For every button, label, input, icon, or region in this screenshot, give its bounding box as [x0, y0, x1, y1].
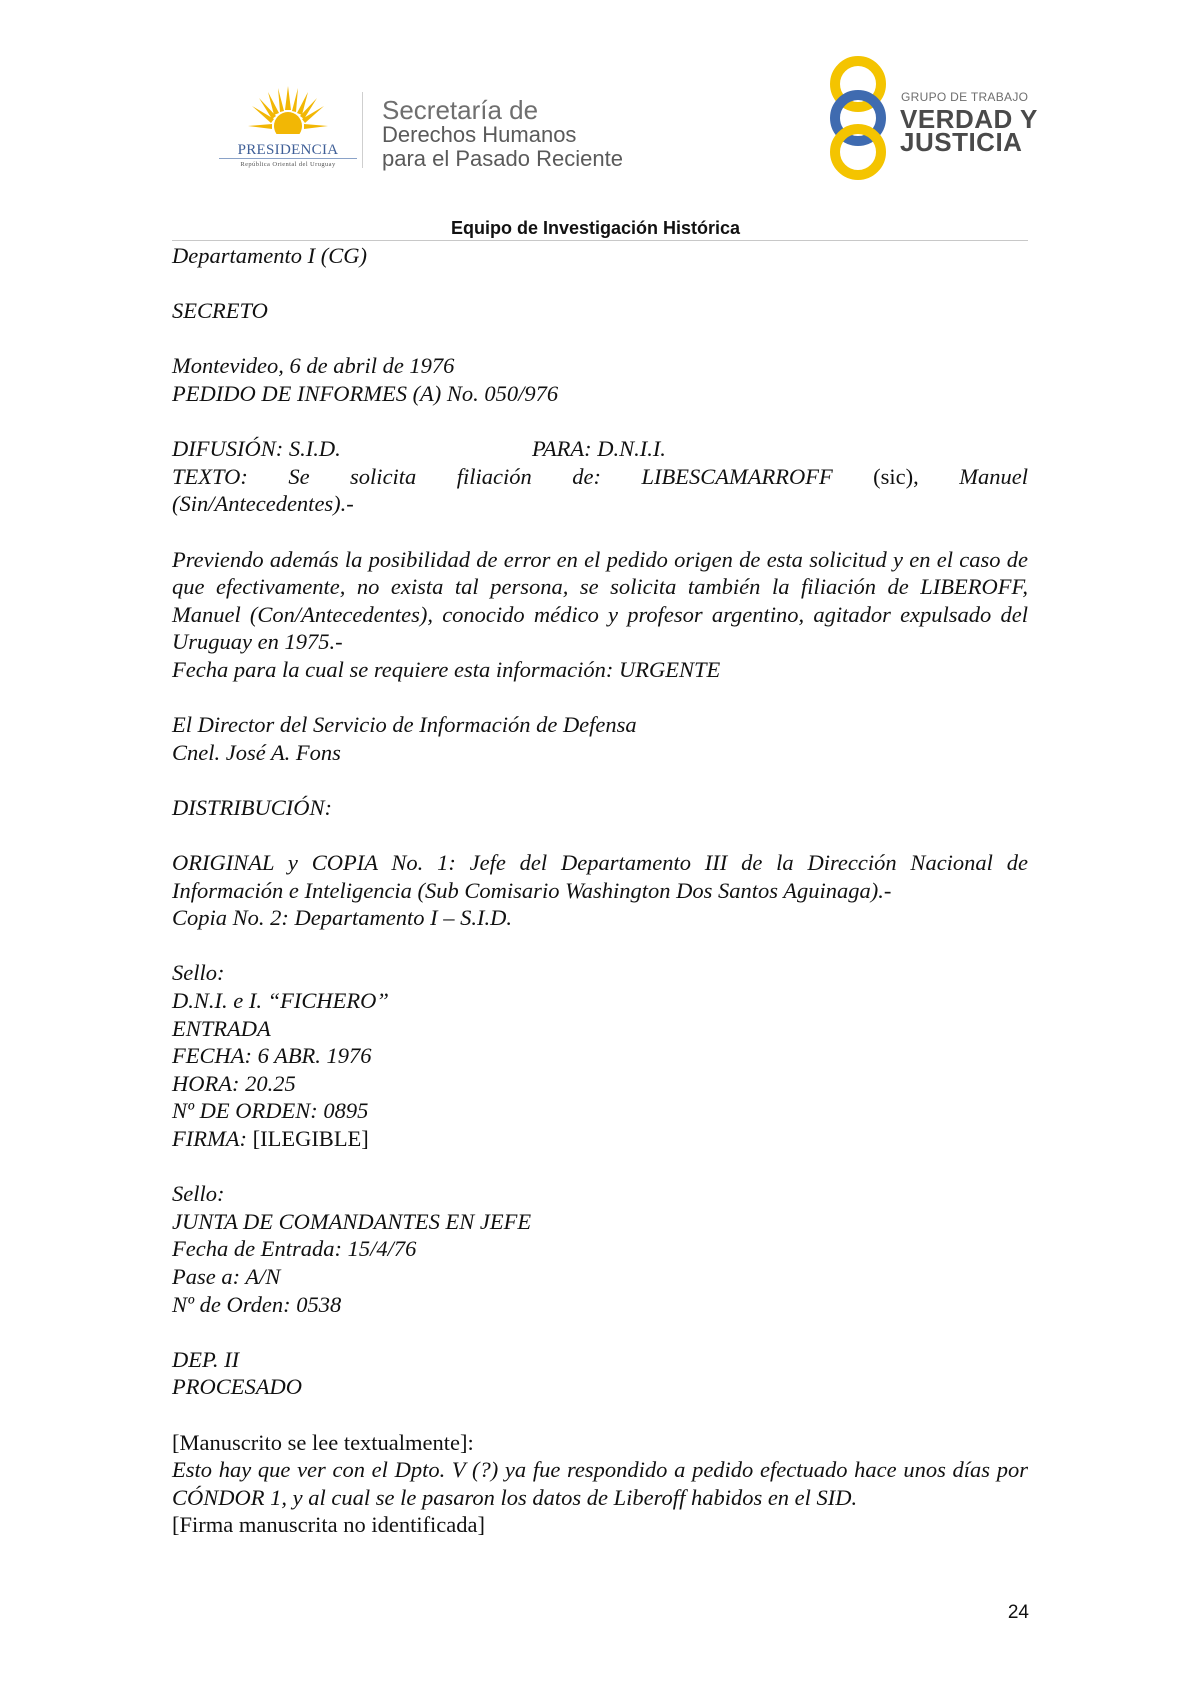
stamp-1-line-3: FECHA: 6 ABR. 1976	[172, 1043, 372, 1069]
pedido-line: PEDIDO DE INFORMES (A) No. 050/976	[172, 380, 559, 406]
classification-line: SECRETO	[172, 298, 268, 324]
secretaria-line-1: Secretaría de	[382, 95, 539, 125]
texto-antecedentes: (Sin/Antecedentes).-	[172, 491, 354, 517]
difusion-text: DIFUSIÓN: S.I.D.	[172, 436, 341, 462]
stamp-2-line-1: JUNTA DE COMANDANTES EN JEFE	[172, 1208, 532, 1234]
stamp-1-line-5: Nº DE ORDEN: 0895	[172, 1098, 369, 1124]
page-number: 24	[1007, 1602, 1029, 1623]
stamp-1-label: Sello:	[172, 960, 225, 986]
secretaria-line-3: para el Pasado Reciente	[382, 146, 623, 171]
signatory-line: Cnel. José A. Fons	[172, 739, 341, 765]
texto-line	[172, 463, 1028, 491]
stamp-1-line-1: D.N.I. e I. “FICHERO”	[172, 988, 389, 1014]
texto-main: TEXTO: Se solicita filiación de: LIBESCAMARROFF	[172, 463, 833, 489]
manuscrito-label: [Manuscrito se lee textualmente]:	[172, 1429, 474, 1455]
verdad-justicia-rings-icon	[822, 56, 894, 180]
stamp-1-line-4: HORA: 20.25	[172, 1070, 296, 1096]
firma-value: [ILEGIBLE]	[252, 1126, 369, 1151]
fecha-requerida-line: Fecha para la cual se requiere esta información: URGENTE	[172, 656, 721, 682]
distribution-original: ORIGINAL y COPIA No. 1: Jefe del Departamento III de la Dirección Nacional de Información e Inteligencia (Sub Comisario Washington Dos Santos Aguinaga).-	[172, 850, 1028, 903]
distribucion-heading: DISTRIBUCIÓN:	[172, 794, 332, 820]
texto-name: Manuel	[959, 463, 1028, 489]
firma-label: FIRMA:	[172, 1126, 247, 1151]
presidencia-underline	[219, 158, 357, 159]
stamp-2-line-2: Fecha de Entrada: 15/4/76	[172, 1236, 417, 1262]
grupo-de-trabajo-text: GRUPO DE TRABAJO	[901, 90, 1029, 104]
stamp-2-line-3: Pase a: A/N	[172, 1263, 281, 1289]
place-date-line: Montevideo, 6 de abril de 1976	[172, 353, 455, 379]
texto-sic: (sic),	[873, 463, 919, 489]
justicia-text: JUSTICIA	[900, 127, 1023, 157]
presidencia-subtitle: República Oriental del Uruguay	[240, 161, 336, 168]
distribution-copia-2: Copia No. 2: Departamento I – S.I.D.	[172, 905, 512, 931]
director-line: El Director del Servicio de Información de Defensa	[172, 712, 637, 738]
dep-line-2: PROCESADO	[172, 1374, 302, 1400]
paragraph-previendo: Previendo además la posibilidad de error en el pedido origen de esta solicitud y en el caso de que efectivamente, no exista tal persona, se solicita también la filiación de LIBEROFF, Manuel (Con/Antecedentes), conocido médico y profesor argentino, agitador expulsado del Uruguay en 1975.-	[172, 546, 1028, 655]
secretaria-line-2: Derechos Humanos	[382, 122, 577, 147]
verdad-text: VERDAD Y	[900, 104, 1038, 134]
presidencia-text: PRESIDENCIA	[237, 142, 339, 158]
dep-line-1: DEP. II	[172, 1346, 240, 1372]
firma-manuscrita: [Firma manuscrita no identificada]	[172, 1512, 486, 1538]
sun-icon	[248, 86, 328, 142]
stamp-1-signature	[172, 1125, 1028, 1153]
logo-divider	[362, 92, 363, 168]
difusion-para-row	[172, 435, 1028, 463]
document-body	[172, 242, 1028, 1539]
department-line: Departamento I (CG)	[172, 243, 367, 268]
team-title: Equipo de Investigación Histórica	[450, 218, 741, 238]
para-text: PARA: D.N.I.I.	[532, 436, 666, 462]
header-rule	[172, 240, 1028, 241]
stamp-2-line-4: Nº de Orden: 0538	[172, 1291, 342, 1317]
manuscrito-text: Esto hay que ver con el Dpto. V (?) ya fue respondido a pedido efectuado hace unos días por CÓNDOR 1, y al cual se le pasaron los datos de Liberoff habidos en el SID.	[172, 1457, 1028, 1510]
stamp-2-label: Sello:	[172, 1181, 225, 1207]
stamp-1-line-2: ENTRADA	[172, 1015, 271, 1041]
